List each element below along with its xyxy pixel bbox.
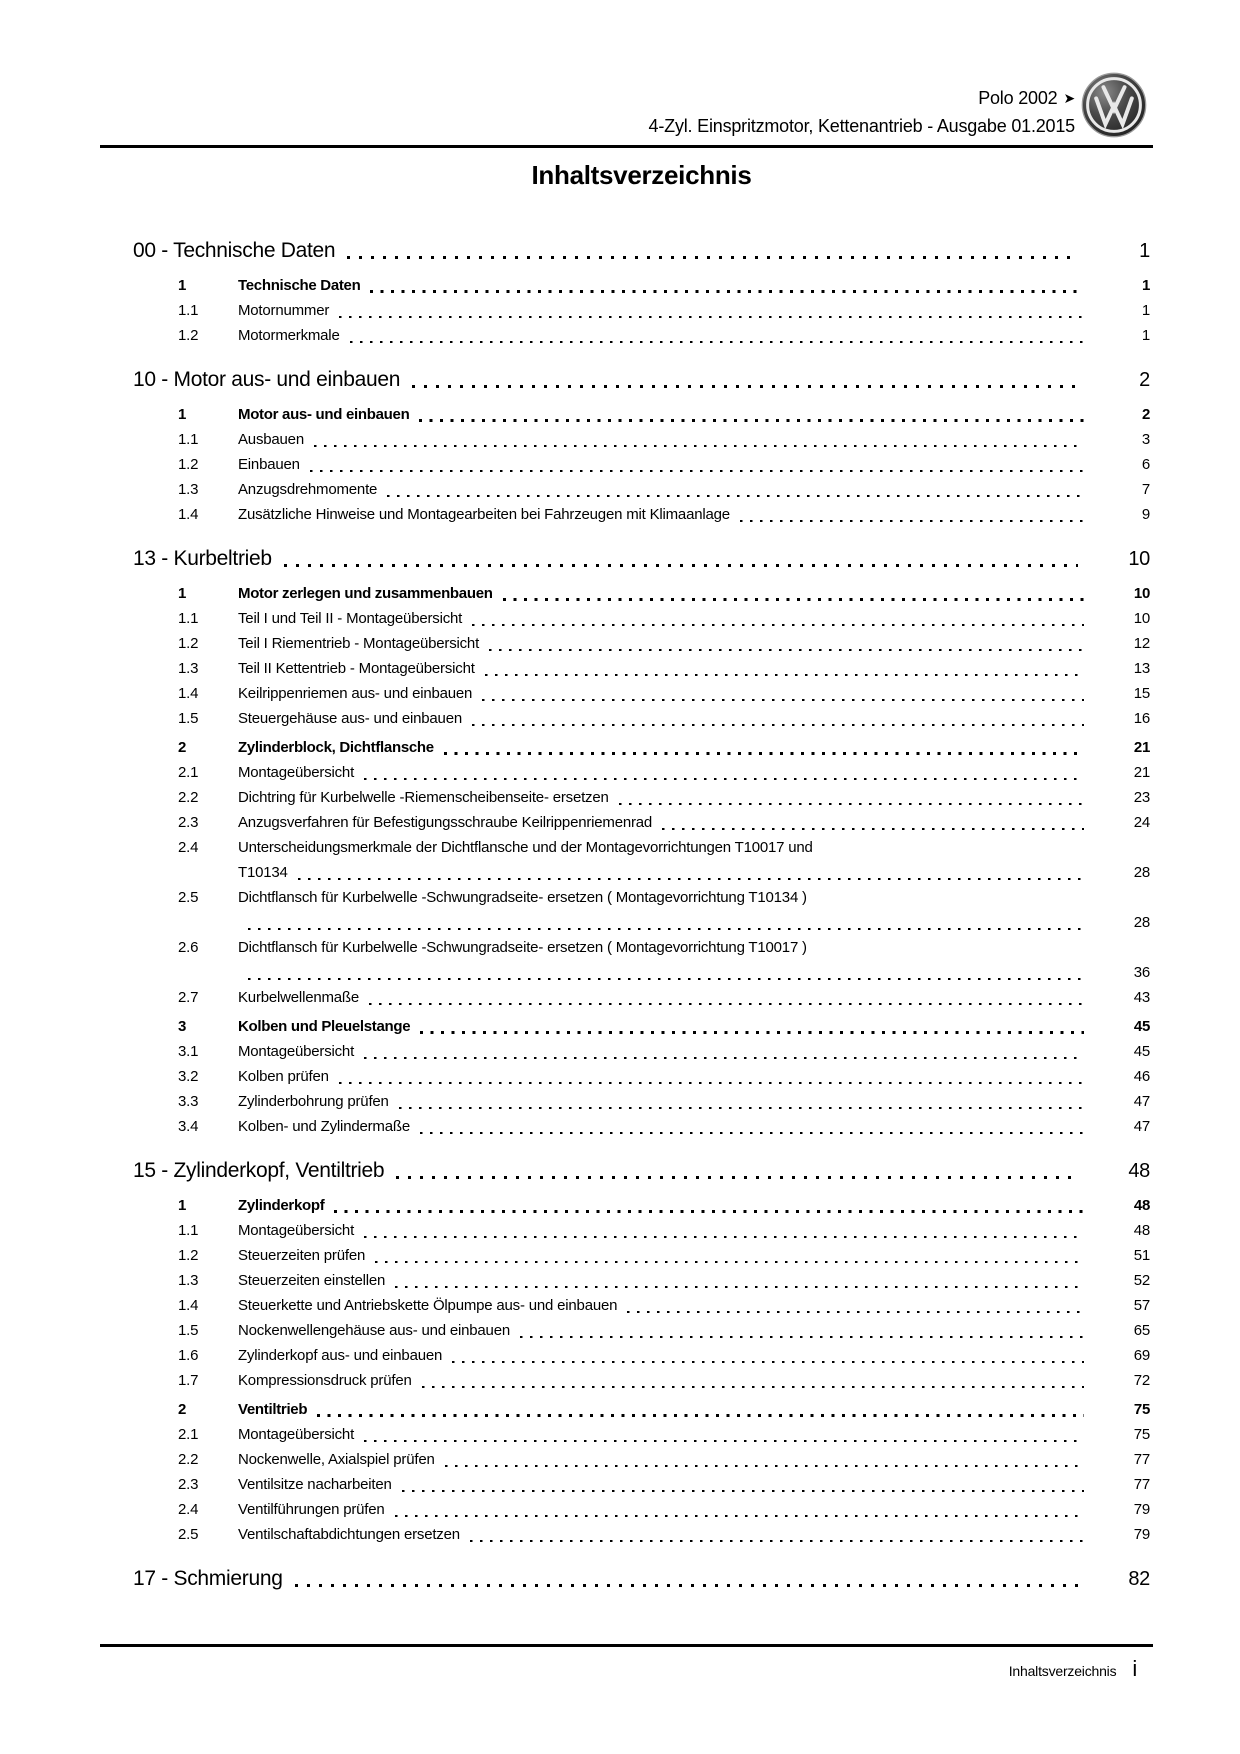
toc-section-entries [133,1193,1150,1547]
toc-entry [178,1472,1150,1497]
toc-entry [178,427,1150,452]
toc-entry [178,785,1150,810]
entry-page-number: 43 [1133,989,1150,1006]
entry-page-number: 9 [1141,506,1150,523]
entry-number: 2.7 [178,989,199,1006]
dot-leader [364,1236,1084,1239]
section-title: 15 - Zylinderkopf, Ventiltrieb [133,1159,385,1182]
dot-leader [470,1540,1084,1543]
entry-page-number: 52 [1133,1272,1150,1289]
entry-number: 1.2 [178,635,199,652]
entry-number: 2.4 [178,839,199,856]
entry-number: 1.4 [178,1297,199,1314]
toc-entry [178,1089,1150,1114]
toc-entry [178,960,1150,985]
toc-section [133,365,1150,527]
section-title: 00 - Technische Daten [133,239,336,262]
dot-leader [396,1176,1078,1179]
entry-page-number: 75 [1133,1401,1150,1418]
dot-leader [339,316,1084,319]
dot-leader [364,1057,1084,1060]
entry-number: 2.1 [178,1426,199,1443]
entry-page-number: 45 [1133,1018,1150,1035]
entry-page-number: 21 [1133,739,1150,756]
toc-entry [178,631,1150,656]
entry-title: Zylinderblock, Dichtflansche [238,739,434,756]
entry-title: Kolben prüfen [238,1068,329,1085]
header-model-line [649,84,1075,112]
toc-entry [178,1343,1150,1368]
section-title: 10 - Motor aus- und einbauen [133,368,401,391]
toc-entry [178,581,1150,606]
vw-logo-icon [1081,72,1147,138]
toc-section-entries [133,273,1150,348]
toc-section-header [133,1156,1150,1186]
entry-title: Unterscheidungsmerkmale der Dichtflansche und der Montagevorrichtungen T10017 und [238,839,813,856]
toc-entry [178,1447,1150,1472]
dot-leader [503,598,1084,601]
entry-number: 1 [178,1197,187,1214]
entry-title: Zylinderkopf aus- und einbauen [238,1347,443,1364]
entry-number: 3.2 [178,1068,199,1085]
entry-title: Technische Daten [238,277,361,294]
dot-leader [248,978,1084,981]
footer-page-number: i [1132,1656,1137,1681]
entry-title: Kolben- und Zylindermaße [238,1118,410,1135]
toc-section-header [133,544,1150,574]
entry-page-number: 1 [1141,327,1150,344]
entry-number: 2 [178,1401,187,1418]
toc-entry [178,885,1150,910]
footer-rule [100,1644,1153,1647]
toc-entry [178,810,1150,835]
entry-number: 1 [178,585,187,602]
entry-page-number: 10 [1133,610,1150,627]
dot-leader [310,470,1084,473]
entry-title: Motor aus- und einbauen [238,406,410,423]
dot-leader [662,828,1084,831]
toc-entry [178,1243,1150,1268]
toc-section-header [133,365,1150,395]
entry-title: Steuerzeiten prüfen [238,1247,366,1264]
entry-page-number: 47 [1133,1118,1150,1135]
entry-title: Teil II Kettentrieb - Montageübersicht [238,660,475,677]
entry-title: Kompressionsdruck prüfen [238,1372,412,1389]
header-model: Polo 2002 [978,88,1058,108]
toc-entry [178,1114,1150,1139]
dot-leader [619,803,1084,806]
entry-number: 2.4 [178,1501,199,1518]
entry-page-number: 48 [1133,1222,1150,1239]
entry-number: 1.3 [178,660,199,677]
toc-entry [178,706,1150,731]
entry-number: 2 [178,739,187,756]
entry-title: Dichtring für Kurbelwelle -Riemenscheibenseite- ersetzen [238,789,609,806]
entry-page-number: 36 [1133,964,1150,981]
dot-leader [420,1031,1084,1034]
header-subtitle: 4-Zyl. Einspritzmotor, Kettenantrieb - Ausgabe 01.2015 [648,116,1075,136]
toc-section-entries [133,402,1150,527]
toc-entry [178,298,1150,323]
entry-number: 1.3 [178,1272,199,1289]
entry-number: 1.6 [178,1347,199,1364]
section-page-number: 48 [1128,1160,1150,1182]
dot-leader [364,1440,1084,1443]
dot-leader [387,495,1084,498]
entry-number: 3.1 [178,1043,199,1060]
entry-title: Motornummer [238,302,330,319]
entry-page-number: 75 [1133,1426,1150,1443]
toc-entry [178,860,1150,885]
entry-number: 1.2 [178,327,199,344]
section-title: 17 - Schmierung [133,1567,283,1590]
toc-entry [178,835,1150,860]
entry-number: 1.7 [178,1372,199,1389]
entry-page-number: 21 [1133,764,1150,781]
entry-page-number: 13 [1133,660,1150,677]
dot-leader [412,385,1078,388]
entry-number: 2.2 [178,1451,199,1468]
dot-leader [472,724,1084,727]
document-header [649,84,1075,140]
header-rule [100,145,1153,148]
entry-page-number: 47 [1133,1093,1150,1110]
dot-leader [364,778,1084,781]
entry-number: 3.3 [178,1093,199,1110]
entry-page-number: 48 [1133,1197,1150,1214]
dot-leader [375,1261,1084,1264]
toc-section [133,1564,1150,1594]
entry-number: 2.5 [178,889,199,906]
entry-page-number: 65 [1133,1322,1150,1339]
dot-leader [740,520,1084,523]
entry-number: 1.4 [178,685,199,702]
entry-title: T10134 [238,864,288,881]
section-page-number: 1 [1139,240,1150,262]
toc-entry [178,681,1150,706]
entry-page-number: 79 [1133,1526,1150,1543]
entry-number: 2.3 [178,814,199,831]
toc-entry [178,502,1150,527]
entry-number: 1.2 [178,1247,199,1264]
entry-page-number: 46 [1133,1068,1150,1085]
toc-entry [178,656,1150,681]
toc-entry [178,1039,1150,1064]
entry-page-number: 7 [1141,481,1150,498]
entry-page-number: 3 [1141,431,1150,448]
dot-leader [395,1286,1084,1289]
entry-number: 2.6 [178,939,199,956]
dot-leader [485,674,1084,677]
toc-entry [178,1368,1150,1393]
entry-page-number: 57 [1133,1297,1150,1314]
toc-entry [178,735,1150,760]
entry-title: Einbauen [238,456,300,473]
dot-leader [298,878,1084,881]
entry-title: Nockenwellengehäuse aus- und einbauen [238,1322,510,1339]
toc-entry [178,1014,1150,1039]
toc-entry [178,910,1150,935]
entry-number: 1.1 [178,302,199,319]
entry-title: Ventilsitze nacharbeiten [238,1476,392,1493]
section-page-number: 10 [1128,548,1150,570]
arrow-right-icon: ➤ [1063,90,1075,106]
toc-section [133,1156,1150,1547]
dot-leader [489,649,1084,652]
toc-section [133,544,1150,1139]
section-title: 13 - Kurbeltrieb [133,547,272,570]
entry-number: 1.3 [178,481,199,498]
entry-number: 3 [178,1018,187,1035]
dot-leader [399,1107,1084,1110]
entry-title: Motormerkmale [238,327,340,344]
entry-number: 3.4 [178,1118,199,1135]
dot-leader [339,1082,1084,1085]
entry-number: 2.3 [178,1476,199,1493]
entry-title: Dichtflansch für Kurbelwelle -Schwungradseite- ersetzen ( Montagevorrichtung T10134 ) [238,889,807,906]
entry-number: 2.1 [178,764,199,781]
entry-page-number: 12 [1133,635,1150,652]
dot-leader [350,341,1084,344]
toc-entry [178,273,1150,298]
entry-title: Kurbelwellenmaße [238,989,360,1006]
toc-entry [178,452,1150,477]
entry-page-number: 28 [1133,864,1150,881]
dot-leader [420,1132,1084,1135]
entry-title: Ausbauen [238,431,304,448]
entry-title: Montageübersicht [238,764,355,781]
dot-leader [520,1336,1084,1339]
entry-title: Ventilführungen prüfen [238,1501,385,1518]
entry-page-number: 72 [1133,1372,1150,1389]
dot-leader [284,564,1078,567]
entry-number: 1.1 [178,1222,199,1239]
toc-entry [178,935,1150,960]
toc-entry [178,1293,1150,1318]
toc-entry [178,1268,1150,1293]
entry-page-number: 51 [1133,1247,1150,1264]
dot-leader [482,699,1084,702]
entry-number: 1.2 [178,456,199,473]
dot-leader [472,624,1084,627]
dot-leader [334,1210,1084,1213]
toc-entry [178,1497,1150,1522]
entry-page-number: 15 [1133,685,1150,702]
entry-page-number: 16 [1133,710,1150,727]
toc-entry [178,477,1150,502]
dot-leader [452,1361,1084,1364]
entry-number: 2.5 [178,1526,199,1543]
entry-page-number: 79 [1133,1501,1150,1518]
toc-entry [178,402,1150,427]
entry-number: 1.4 [178,506,199,523]
section-page-number: 82 [1128,1568,1150,1590]
dot-leader [402,1490,1084,1493]
dot-leader [395,1515,1084,1518]
entry-title: Anzugsverfahren für Befestigungsschraube Keilrippenriemenrad [238,814,653,831]
entry-title: Nockenwelle, Axialspiel prüfen [238,1451,435,1468]
entry-page-number: 45 [1133,1043,1150,1060]
toc-entry [178,1193,1150,1218]
footer-label: Inhaltsverzeichnis [1008,1663,1117,1679]
entry-title: Motor zerlegen und zusammenbauen [238,585,493,602]
dot-leader [370,290,1084,293]
entry-number: 1.1 [178,610,199,627]
entry-title: Ventilschaftabdichtungen ersetzen [238,1526,460,1543]
toc-section-header [133,1564,1150,1594]
entry-page-number: 23 [1133,789,1150,806]
entry-title: Kolben und Pleuelstange [238,1018,411,1035]
entry-number: 1.1 [178,431,199,448]
dot-leader [347,256,1078,259]
entry-page-number: 10 [1133,585,1150,602]
toc-entry [178,323,1150,348]
entry-page-number: 69 [1133,1347,1150,1364]
toc-entry [178,1064,1150,1089]
entry-title: Montageübersicht [238,1222,355,1239]
entry-number: 1 [178,406,187,423]
dot-leader [248,928,1084,931]
dot-leader [627,1311,1084,1314]
toc-entry [178,760,1150,785]
toc-entry [178,1218,1150,1243]
entry-title: Montageübersicht [238,1426,355,1443]
toc-section-header [133,236,1150,266]
entry-title: Dichtflansch für Kurbelwelle -Schwungradseite- ersetzen ( Montagevorrichtung T10017 ) [238,939,807,956]
toc-entry [178,985,1150,1010]
toc-section-entries [133,581,1150,1139]
section-page-number: 2 [1139,369,1150,391]
toc-entry [178,1522,1150,1547]
entry-page-number: 77 [1133,1451,1150,1468]
dot-leader [369,1003,1084,1006]
entry-title: Anzugsdrehmomente [238,481,378,498]
entry-title: Keilrippenriemen aus- und einbauen [238,685,473,702]
dot-leader [314,445,1084,448]
dot-leader [295,1584,1078,1587]
toc [133,236,1150,1601]
entry-title: Teil I Riementrieb - Montageübersicht [238,635,480,652]
entry-page-number: 24 [1133,814,1150,831]
toc-entry [178,1318,1150,1343]
dot-leader [445,1465,1084,1468]
entry-title: Steuergehäuse aus- und einbauen [238,710,462,727]
entry-number: 2.2 [178,789,199,806]
page-title: Inhaltsverzeichnis [531,160,752,190]
toc-entry [178,1422,1150,1447]
entry-title: Teil I und Teil II - Montageübersicht [238,610,463,627]
dot-leader [317,1414,1084,1417]
entry-page-number: 6 [1141,456,1150,473]
entry-title: Ventiltrieb [238,1401,308,1418]
entry-title: Steuerzeiten einstellen [238,1272,386,1289]
entry-page-number: 2 [1141,406,1150,423]
entry-page-number: 28 [1133,914,1150,931]
entry-title: Zylinderkopf [238,1197,325,1214]
entry-title: Zylinderbohrung prüfen [238,1093,389,1110]
entry-title: Zusätzliche Hinweise und Montagearbeiten bei Fahrzeugen mit Klimaanlage [238,506,730,523]
entry-number: 1.5 [178,1322,199,1339]
dot-leader [444,752,1084,755]
entry-page-number: 1 [1141,277,1150,294]
entry-page-number: 1 [1141,302,1150,319]
entry-number: 1 [178,277,187,294]
entry-title: Montageübersicht [238,1043,355,1060]
toc-section [133,236,1150,348]
toc-entry [178,606,1150,631]
entry-number: 1.5 [178,710,199,727]
toc-entry [178,1397,1150,1422]
document-footer [1009,1656,1137,1682]
dot-leader [422,1386,1084,1389]
entry-title: Steuerkette und Antriebskette Ölpumpe aus- und einbauen [238,1297,618,1314]
dot-leader [419,419,1084,422]
entry-page-number: 77 [1133,1476,1150,1493]
